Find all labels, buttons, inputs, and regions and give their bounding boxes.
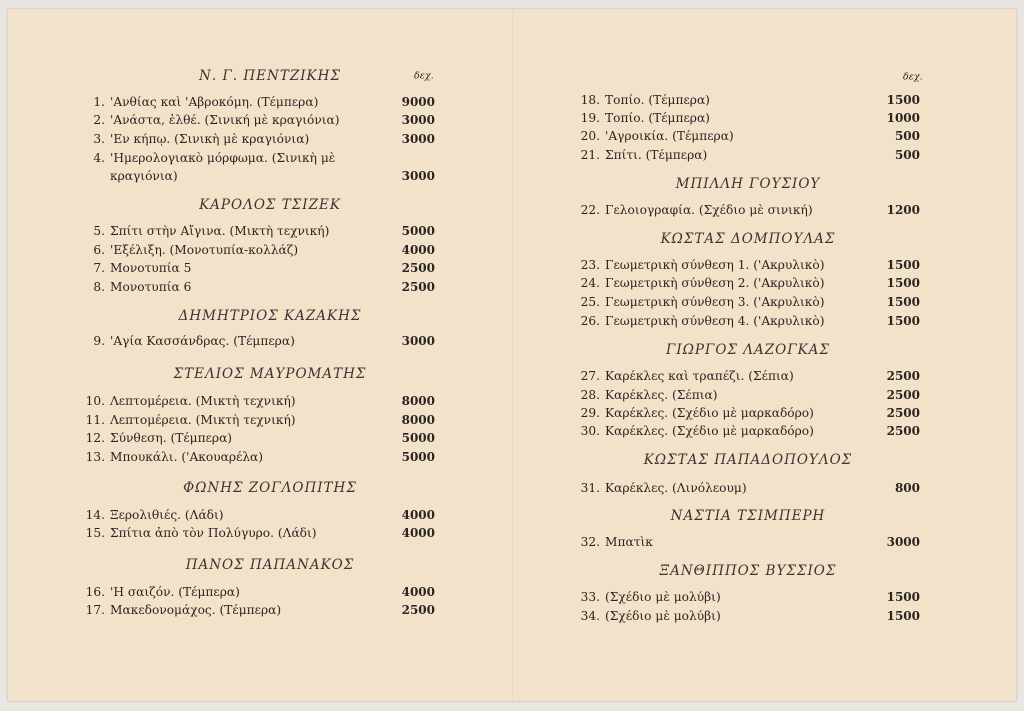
artwork-price: 2500	[886, 388, 920, 402]
artwork-price: 2500	[886, 424, 920, 438]
artwork-entry	[93, 259, 435, 277]
artwork-title: Γεωμετρικὴ σύνθεση 3. ('Ακρυλικὸ)	[605, 295, 825, 309]
artwork-title: 'Αγροικία. (Τέμπερα)	[605, 129, 734, 143]
artwork-price: 1500	[886, 276, 920, 290]
artwork-price: 2500	[886, 369, 920, 383]
artwork-price: 2500	[886, 406, 920, 420]
artwork-entry	[580, 404, 920, 422]
artwork-title: 'Αγία Κασσάνδρας. (Τέμπερα)	[110, 334, 295, 348]
artwork-number: 7.	[93, 261, 105, 275]
artist-heading: ΣΤΕΛΙΟΣ ΜΑΥΡΟΜΑΤΗΣ	[173, 366, 367, 382]
artwork-price: 800	[894, 481, 920, 495]
artwork-price: 9000	[401, 95, 435, 109]
artwork-entry	[580, 422, 920, 440]
artwork-title: 'Η σαιζόν. (Τέμπερα)	[110, 585, 240, 599]
artwork-entry	[85, 392, 435, 410]
artwork-entry	[580, 312, 920, 330]
catalog-spread	[8, 9, 1016, 701]
currency-unit-label: δεχ.	[414, 70, 434, 82]
artist-heading: ΜΠΙΛΛΗ ΓΟΥΣΙΟΥ	[675, 176, 821, 192]
right-page	[512, 9, 1016, 701]
artist-heading: ΓΙΩΡΓΟΣ ΛΑΖΟΓΚΑΣ	[666, 342, 830, 358]
artwork-entry	[85, 506, 435, 524]
artwork-number: 28.	[580, 388, 600, 402]
artwork-price: 1500	[886, 258, 920, 272]
artwork-number: 12.	[85, 431, 105, 445]
artwork-title: Καρέκλες. (Σχέδιο μὲ μαρκαδόρο)	[605, 406, 814, 420]
artwork-title: Σπίτι. (Τέμπερα)	[605, 148, 708, 162]
artwork-number: 14.	[85, 508, 105, 522]
artwork-title-continued: κραγιόνια)	[110, 169, 178, 183]
artwork-title: Τοπίο. (Τέμπερα)	[605, 93, 710, 107]
artwork-title: Μονοτυπία 5	[110, 261, 192, 275]
artist-heading: ΠΑΝΟΣ ΠΑΠΑΝΑΚΟΣ	[185, 557, 355, 573]
artwork-entry	[93, 332, 435, 350]
artwork-title: 'Ανθίας καὶ 'Αβροκόμη. (Τέμπερα)	[110, 95, 319, 109]
artwork-number: 5.	[93, 224, 105, 238]
artwork-number: 33.	[580, 590, 600, 604]
artwork-price: 5000	[401, 224, 435, 238]
artwork-price: 4000	[401, 585, 435, 599]
artwork-number: 10.	[85, 394, 105, 408]
artwork-number: 22.	[580, 203, 600, 217]
artwork-price: 8000	[401, 394, 435, 408]
artwork-price: 1500	[886, 609, 920, 623]
artwork-number: 24.	[580, 276, 600, 290]
artwork-title: Λεπτομέρεια. (Μικτὴ τεχνική)	[110, 394, 296, 408]
artwork-number: 3.	[93, 132, 105, 146]
artwork-price: 8000	[401, 413, 435, 427]
artwork-number: 15.	[85, 526, 105, 540]
artwork-number: 4.	[93, 151, 105, 165]
artwork-number: 31.	[580, 481, 600, 495]
artwork-price: 4000	[401, 508, 435, 522]
artwork-price: 1200	[886, 203, 920, 217]
artwork-title: Σπίτια ἀπὸ τὸν Πολύγυρο. (Λάδι)	[110, 526, 317, 540]
artist-heading: ΚΑΡΟΛΟΣ ΤΣΙΖΕΚ	[199, 197, 341, 213]
artwork-title: Καρέκλες. (Λινόλεουμ)	[605, 481, 747, 495]
artwork-title: Καρέκλες. (Σέπια)	[605, 388, 718, 402]
artwork-number: 29.	[580, 406, 600, 420]
artist-heading: ΞΑΝΘΙΠΠΟΣ ΒΥΣΣΙΟΣ	[659, 563, 837, 579]
artwork-price: 500	[894, 129, 920, 143]
artwork-title: Γεωμετρικὴ σύνθεση 1. ('Ακρυλικὸ)	[605, 258, 825, 272]
artwork-entry	[93, 111, 435, 129]
artwork-number: 30.	[580, 424, 600, 438]
artist-heading: Ν. Γ. ΠΕΝΤΖΙΚΗΣ	[199, 68, 341, 84]
artwork-entry	[85, 411, 435, 429]
artist-heading: ΚΩΣΤΑΣ ΔΟΜΠΟΥΛΑΣ	[660, 231, 836, 247]
artwork-number: 18.	[580, 93, 600, 107]
artwork-number: 1.	[93, 95, 105, 109]
currency-unit-label: δεχ.	[903, 71, 923, 83]
artwork-number: 34.	[580, 609, 600, 623]
artwork-number: 32.	[580, 535, 600, 549]
artwork-entry	[580, 201, 920, 219]
artwork-title: Γεωμετρικὴ σύνθεση 4. ('Ακρυλικὸ)	[605, 314, 825, 328]
artwork-title: Γελοιογραφία. (Σχέδιο μὲ σινική)	[605, 203, 813, 217]
artwork-entry	[580, 293, 920, 311]
artwork-entry	[85, 429, 435, 447]
artwork-price: 3000	[401, 169, 435, 183]
artwork-title: 'Ημερολογιακὸ μόρφωμα. (Σινικὴ μὲ	[110, 151, 336, 165]
artwork-number: 13.	[85, 450, 105, 464]
artwork-number: 20.	[580, 129, 600, 143]
artwork-entry	[93, 222, 435, 240]
artwork-title: Σύνθεση. (Τέμπερα)	[110, 431, 233, 445]
artwork-number: 27.	[580, 369, 600, 383]
artwork-entry	[580, 588, 920, 606]
artwork-title: Λεπτομέρεια. (Μικτὴ τεχνική)	[110, 413, 296, 427]
artwork-title: 'Εν κήπῳ. (Σινικὴ μὲ κραγιόνια)	[110, 132, 310, 146]
artwork-entry	[580, 109, 920, 127]
artwork-entry	[580, 256, 920, 274]
artwork-entry	[580, 607, 920, 625]
artwork-entry	[580, 91, 920, 109]
artwork-price: 3000	[401, 132, 435, 146]
artwork-price: 500	[894, 148, 920, 162]
artwork-title: (Σχέδιο μὲ μολύβι)	[605, 609, 721, 623]
artwork-title: Καρέκλες. (Σχέδιο μὲ μαρκαδόρο)	[605, 424, 814, 438]
artwork-title: Σπίτι στὴν Αἴγινα. (Μικτὴ τεχνική)	[110, 224, 330, 238]
artwork-price: 1500	[886, 314, 920, 328]
artwork-price: 1500	[886, 93, 920, 107]
artwork-price: 4000	[401, 526, 435, 540]
artwork-title: Καρέκλες καὶ τραπέζι. (Σέπια)	[605, 369, 794, 383]
artwork-entry	[93, 278, 435, 296]
artist-heading: ΝΑΣΤΙΑ ΤΣΙΜΠΕΡΗ	[670, 508, 826, 524]
artwork-entry	[93, 130, 435, 148]
artwork-price: 2500	[401, 280, 435, 294]
artwork-title: 'Εξέλιξη. (Μονοτυπία-κολλάζ)	[110, 243, 299, 257]
artwork-price: 2500	[401, 261, 435, 275]
artwork-number: 6.	[93, 243, 105, 257]
artwork-number: 23.	[580, 258, 600, 272]
artist-heading: ΦΩΝΗΣ ΖΟΓΛΟΠΙΤΗΣ	[183, 480, 357, 496]
artwork-title: Μακεδονομάχος. (Τέμπερα)	[110, 603, 282, 617]
artwork-entry	[580, 127, 920, 145]
artwork-price: 1500	[886, 590, 920, 604]
artwork-number: 21.	[580, 148, 600, 162]
artwork-number: 25.	[580, 295, 600, 309]
artwork-number: 8.	[93, 280, 105, 294]
artwork-price: 3000	[401, 113, 435, 127]
artwork-title: (Σχέδιο μὲ μολύβι)	[605, 590, 721, 604]
artwork-entry	[93, 93, 435, 111]
artist-heading: ΔΗΜΗΤΡΙΟΣ ΚΑΖΑΚΗΣ	[178, 308, 362, 324]
artwork-number: 17.	[85, 603, 105, 617]
artwork-number: 11.	[85, 413, 105, 427]
artwork-entry	[85, 601, 435, 619]
artwork-entry	[85, 448, 435, 466]
artwork-price: 1500	[886, 295, 920, 309]
artwork-price: 2500	[401, 603, 435, 617]
artwork-entry	[85, 524, 435, 542]
artwork-number: 2.	[93, 113, 105, 127]
artwork-title: 'Ανάστα, ἐλθέ. (Σινική μὲ κραγιόνια)	[110, 113, 340, 127]
artwork-number: 19.	[580, 111, 600, 125]
artwork-title: Γεωμετρικὴ σύνθεση 2. ('Ακρυλικὸ)	[605, 276, 825, 290]
artist-heading: ΚΩΣΤΑΣ ΠΑΠΑΔΟΠΟΥΛΟΣ	[643, 452, 853, 468]
artwork-number: 16.	[85, 585, 105, 599]
artwork-price: 5000	[401, 431, 435, 445]
artwork-entry	[580, 386, 920, 404]
artwork-entry	[93, 241, 435, 259]
artwork-entry	[580, 146, 920, 164]
artwork-entry	[580, 367, 920, 385]
artwork-entry	[580, 533, 920, 551]
artwork-entry	[580, 479, 920, 497]
artwork-title: Μπουκάλι. ('Ακουαρέλα)	[110, 450, 264, 464]
artwork-price: 4000	[401, 243, 435, 257]
artwork-price: 3000	[886, 535, 920, 549]
artwork-title: Τοπίο. (Τέμπερα)	[605, 111, 710, 125]
artwork-price: 1000	[886, 111, 920, 125]
left-page	[8, 9, 512, 701]
artwork-title: Μπατὶκ	[605, 535, 653, 549]
artwork-entry	[85, 583, 435, 601]
artwork-title: Μονοτυπία 6	[110, 280, 192, 294]
artwork-title: Ξερολιθιές. (Λάδι)	[110, 508, 224, 522]
artwork-entry	[580, 274, 920, 292]
artwork-number: 26.	[580, 314, 600, 328]
artwork-number: 9.	[93, 334, 105, 348]
artwork-price: 5000	[401, 450, 435, 464]
artwork-price: 3000	[401, 334, 435, 348]
